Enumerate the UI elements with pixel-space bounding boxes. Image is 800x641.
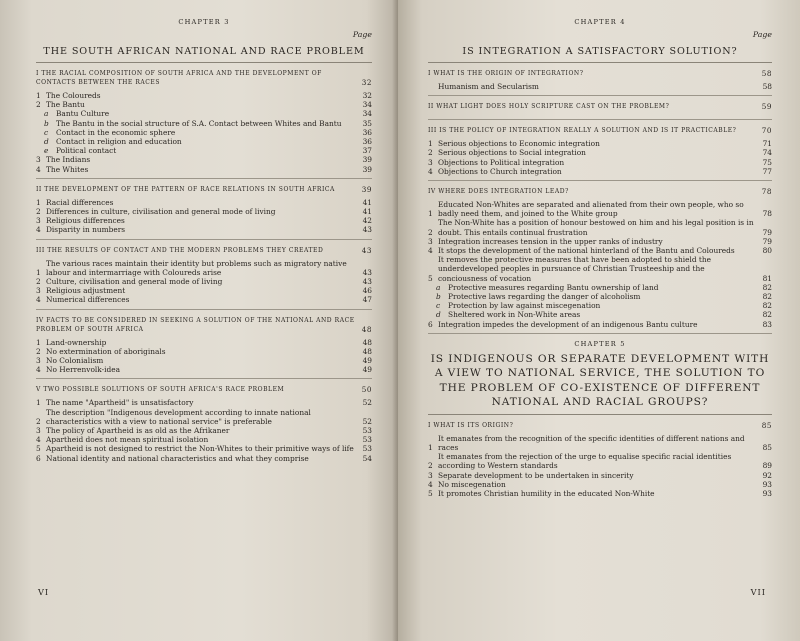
toc-entry	[36, 128, 372, 137]
entry-page-number: 41	[362, 207, 372, 217]
entry-page-number: 54	[362, 453, 372, 463]
entry-text: No Colonialism	[46, 356, 104, 366]
entry-number: c	[44, 127, 49, 137]
right-page	[398, 0, 800, 641]
entry-page-number: 42	[362, 216, 372, 226]
entry-page-number: 53	[362, 426, 372, 436]
entry-number: 4	[36, 435, 41, 445]
entry-number: 2	[36, 346, 41, 356]
entry-page-number: 36	[362, 137, 372, 147]
toc-entry	[36, 137, 372, 146]
entry-number: c	[436, 301, 441, 311]
entry-page-number: 78	[762, 209, 772, 219]
entry-page-number: 81	[762, 273, 772, 283]
section-heading	[36, 385, 372, 394]
toc-entry	[36, 225, 372, 234]
section-heading-text: II THE DEVELOPMENT OF THE PATTERN OF RACE RELATIONS IN SOUTH AFRICA	[36, 185, 335, 193]
entry-number: 3	[428, 470, 433, 480]
entry-number: 3	[428, 157, 433, 167]
entry-number: 1	[36, 337, 41, 347]
section-heading	[36, 69, 372, 87]
divider	[428, 119, 772, 120]
toc-entry	[428, 434, 772, 452]
entry-number: 5	[428, 489, 433, 499]
entry-page-number: 82	[762, 292, 772, 302]
entry-text: No Herrenvolk-idea	[46, 365, 120, 375]
entry-number: 5	[428, 273, 433, 283]
entry-number: 6	[36, 453, 41, 463]
toc-entry	[428, 310, 772, 319]
entry-page-number: 74	[762, 148, 772, 158]
page-column-label: Page	[752, 30, 772, 39]
toc-entry	[36, 454, 372, 463]
chapter-label: CHAPTER 3	[178, 18, 230, 26]
toc-entry	[36, 356, 372, 365]
entry-page-number: 32	[362, 91, 372, 100]
entry-page-number: 85	[762, 443, 772, 453]
section-heading	[428, 102, 772, 111]
entry-text: The description "Indigenous development according to innate national characteristics with a view to national service" is preferable	[46, 407, 311, 426]
toc-entry	[428, 255, 772, 283]
toc-entry	[36, 435, 372, 444]
entry-number: 3	[36, 216, 41, 226]
entry-page-number: 49	[362, 365, 372, 375]
entry-number: 4	[36, 225, 41, 235]
toc-entry	[36, 426, 372, 435]
section-heading-text: III THE RESULTS OF CONTACT AND THE MODERN PROBLEMS THEY CREATED	[36, 246, 324, 254]
section-page-number: 39	[361, 184, 372, 194]
entry-text: Bantu Culture	[56, 109, 110, 119]
entry-page-number: 48	[362, 337, 372, 347]
chapter-title: IS INTEGRATION A SATISFACTORY SOLUTION?	[428, 45, 772, 63]
entry-number: 4	[36, 365, 41, 375]
page-column-label: Page	[352, 30, 372, 39]
toc-entry	[428, 471, 772, 480]
section-heading	[36, 185, 372, 194]
toc-entry	[428, 237, 772, 246]
toc-entry	[36, 91, 372, 100]
entry-text: The name "Apartheid" is unsatisfactory	[46, 398, 194, 408]
toc-entry	[428, 489, 772, 498]
entry-page-number: 43	[362, 277, 372, 287]
entry-number: 1	[36, 267, 41, 277]
entry-number: 5	[36, 444, 41, 454]
entry-text: Sheltered work in Non-White areas	[448, 310, 581, 320]
section-heading-text: II WHAT LIGHT DOES HOLY SCRIPTURE CAST ON THE PROBLEM?	[428, 103, 670, 111]
entry-number: 1	[428, 443, 433, 453]
entry-text: Disparity in numbers	[46, 225, 126, 235]
section-heading	[36, 246, 372, 255]
section-heading	[428, 126, 772, 135]
entry-text: Protective measures regarding Bantu ownership of land	[448, 282, 659, 292]
entry-page-number: 89	[762, 461, 772, 471]
section-heading-text: IV WHERE DOES INTEGRATION LEAD?	[428, 188, 569, 196]
entry-page-number: 77	[762, 166, 772, 176]
entry-text: Political contact	[56, 146, 117, 156]
section-heading-text: I WHAT IS THE ORIGIN OF INTEGRATION?	[428, 70, 584, 77]
entry-page-number: 34	[362, 100, 372, 110]
toc-entry	[36, 365, 372, 374]
entry-number: 3	[36, 426, 41, 436]
entry-number: 3	[428, 236, 433, 246]
toc-entry	[36, 259, 372, 277]
entry-page-number: 53	[362, 444, 372, 454]
toc-entry	[428, 200, 772, 218]
toc-entry	[36, 155, 372, 164]
entry-number: 3	[36, 356, 41, 366]
entry-text: Serious objections to Economic integration	[438, 139, 600, 149]
entry-number: 2	[36, 207, 41, 217]
section-heading-text: I THE RACIAL COMPOSITION OF SOUTH AFRICA AND THE DEVELOPMENT OF CONTACTS BETWEEN THE RACES	[36, 70, 322, 86]
chapter-title: THE SOUTH AFRICAN NATIONAL AND RACE PROBLEM	[36, 45, 372, 63]
divider	[428, 95, 772, 96]
divider	[36, 178, 372, 179]
entry-text: No extermination of aboriginals	[46, 346, 166, 356]
section-heading-text: I WHAT IS ITS ORIGIN?	[428, 421, 514, 429]
page-folio: VI	[38, 587, 50, 597]
entry-text: The Non-White has a position of honour bestowed on him and his legal position is in doubt. This entails continual frustration	[438, 218, 754, 237]
entry-number: 2	[36, 100, 41, 110]
entry-text: Religious differences	[46, 216, 125, 226]
entry-text: Religious adjustment	[46, 286, 126, 296]
entry-number: d	[44, 137, 49, 147]
entry-number: 3	[36, 155, 41, 165]
toc-entry	[36, 100, 372, 109]
entry-text: Culture, civilisation and general mode of living	[46, 277, 223, 287]
page-folio: VII	[750, 587, 766, 597]
entry-page-number: 80	[762, 246, 772, 256]
toc-entry	[36, 286, 372, 295]
entry-number: b	[44, 118, 49, 128]
entry-text: The policy of Apartheid is as old as the Afrikaner	[46, 426, 230, 436]
entry-text: It stops the development of the national hinterland of the Bantu and Coloureds	[438, 246, 735, 256]
toc-entry	[36, 444, 372, 453]
section-page-number: 58	[761, 69, 772, 78]
toc-entry	[428, 218, 772, 236]
entry-page-number: 93	[762, 489, 772, 499]
entry-text: Protection by law against miscegenation	[448, 301, 601, 311]
entry-number: a	[436, 282, 441, 292]
entry-text: It emanates from the rejection of the urge to equalise specific racial identities according to Western standards	[438, 452, 732, 471]
entry-number: 1	[36, 91, 41, 100]
entry-page-number: 82	[762, 310, 772, 320]
toc-entry	[36, 408, 372, 426]
entry-page-number: 53	[362, 435, 372, 445]
toc-entry	[36, 277, 372, 286]
entry-page-number: 48	[362, 346, 372, 356]
entry-number: 1	[36, 197, 41, 207]
chapter-label: CHAPTER 4	[574, 18, 626, 26]
divider	[36, 239, 372, 240]
entry-number: 4	[428, 246, 433, 256]
toc-entry	[36, 398, 372, 407]
entry-text: Numerical differences	[46, 295, 130, 305]
entry-page-number: 79	[762, 236, 772, 246]
section-heading	[428, 69, 772, 78]
toc-entry	[428, 292, 772, 301]
entry-page-number: 43	[362, 225, 372, 235]
entry-text: Objections to Church integration	[438, 166, 562, 176]
entry-text: National identity and national characteristics and what they comprise	[46, 453, 309, 463]
entry-number: b	[436, 292, 441, 302]
entry-text: The Bantu	[46, 100, 85, 110]
entry-text: Apartheid does not mean spiritual isolation	[46, 435, 209, 445]
entry-text: Differences in culture, civilisation and general mode of living	[46, 207, 276, 217]
section-page-number: 78	[761, 187, 772, 197]
toc-entry	[36, 109, 372, 118]
toc-sections	[428, 69, 772, 329]
entry-page-number: 43	[362, 267, 372, 277]
divider	[36, 309, 372, 310]
toc-sections	[36, 69, 372, 463]
entry-text: It promotes Christian humility in the educated Non-White	[438, 489, 655, 499]
entry-number: 2	[428, 461, 433, 471]
entry-page-number: 36	[362, 127, 372, 137]
section-heading	[36, 316, 372, 334]
entry-page-number: 92	[762, 470, 772, 480]
section-heading-text: V TWO POSSIBLE SOLUTIONS OF SOUTH AFRICA'S RACE PROBLEM	[36, 386, 285, 394]
entry-page-number: 35	[362, 118, 372, 128]
toc-entry	[428, 246, 772, 255]
toc-entry	[428, 167, 772, 176]
entry-page-number: 58	[762, 82, 772, 91]
entry-page-number: 83	[762, 319, 772, 329]
entry-text: Racial differences	[46, 197, 114, 207]
entry-text: It emanates from the recognition of the specific identities of different nations and races	[438, 433, 745, 453]
entry-text: Contact in religion and education	[56, 137, 182, 147]
entry-number: 4	[36, 295, 41, 305]
entry-text: Separate development to be undertaken in sincerity	[438, 470, 634, 480]
entry-page-number: 93	[762, 479, 772, 489]
toc-sections	[428, 421, 772, 498]
toc-entry	[36, 146, 372, 155]
entry-number: 1	[428, 209, 433, 219]
divider	[36, 378, 372, 379]
toc-entry	[428, 320, 772, 329]
entry-page-number: 37	[362, 146, 372, 156]
toc-entry	[428, 139, 772, 148]
toc-entry	[36, 198, 372, 207]
entry-text: Apartheid is not designed to restrict the Non-Whites to their primitive ways of life	[46, 444, 354, 454]
toc-entry	[428, 283, 772, 292]
toc-entry	[428, 452, 772, 470]
toc-entry	[428, 158, 772, 167]
entry-text: It removes the protective measures that have been adopted to shield the underdeveloped peoples in pursuance of Christian Trusteeship and the conciousness of vocation	[438, 255, 712, 283]
toc-entry	[36, 165, 372, 174]
section-heading	[428, 421, 772, 430]
toc-entry	[36, 207, 372, 216]
toc-entry	[36, 119, 372, 128]
entry-text: No miscegenation	[438, 479, 506, 489]
toc-entry	[36, 216, 372, 225]
entry-page-number: 47	[362, 295, 372, 305]
entry-number: d	[436, 310, 441, 320]
section-heading	[428, 187, 772, 196]
entry-number: 1	[428, 139, 433, 149]
section-page-number: 85	[761, 420, 772, 430]
section-heading-text: IV FACTS TO BE CONSIDERED IN SEEKING A SOLUTION OF THE NATIONAL AND RACE PROBLEM OF SOUTH AFRICA	[36, 316, 355, 333]
entry-number: e	[44, 146, 49, 156]
entry-number: 2	[428, 148, 433, 158]
section-page-number: 32	[361, 78, 372, 87]
entry-page-number: 52	[362, 398, 372, 408]
toc-entry	[428, 148, 772, 157]
entry-number: 4	[428, 166, 433, 176]
toc-entry	[36, 347, 372, 356]
entry-text: Serious objections to Social integration	[438, 148, 586, 158]
section-page-number: 50	[361, 385, 372, 395]
entry-page-number: 82	[762, 282, 772, 292]
entry-page-number: 75	[762, 157, 772, 167]
toc-entry	[428, 480, 772, 489]
entry-text: Land-ownership	[46, 337, 107, 347]
chapter-title: IS INDIGENOUS OR SEPARATE DEVELOPMENT WITH A VIEW TO NATIONAL SERVICE, THE SOLUTION TO THE PROBLEM OF CO-EXISTENCE OF DIFFERENT NATIONAL AND RACIAL GROUPS?	[428, 352, 772, 415]
entry-page-number: 52	[362, 416, 372, 426]
entry-number: 2	[428, 227, 433, 237]
entry-text: Contact in the economic sphere	[56, 127, 176, 137]
entry-text: The various races maintain their identity but problems such as migratory native labour and intermarriage with Coloureds arise	[46, 258, 347, 277]
entry-page-number: 82	[762, 301, 772, 311]
entry-number: 4	[36, 164, 41, 174]
entry-number: 1	[36, 398, 41, 408]
entry-page-number: 79	[762, 227, 772, 237]
toc-entry	[36, 338, 372, 347]
entry-page-number: 41	[362, 197, 372, 207]
entry-text: The Coloureds	[46, 91, 101, 100]
entry-page-number: 49	[362, 356, 372, 366]
chapter-label: CHAPTER 5	[574, 339, 626, 348]
entry-text: The Indians	[46, 155, 91, 165]
section-page-number: 59	[761, 102, 772, 112]
section-page-number: 48	[361, 324, 372, 334]
toc-entry	[428, 82, 772, 91]
section-page-number: 70	[761, 126, 772, 136]
entry-text: Objections to Political integration	[438, 157, 565, 167]
entry-text: Humanism and Secularism	[438, 82, 539, 91]
left-page	[0, 0, 398, 641]
entry-page-number: 34	[362, 109, 372, 119]
section-heading-text: III IS THE POLICY OF INTEGRATION REALLY A SOLUTION AND IS IT PRACTICABLE?	[428, 127, 737, 135]
entry-page-number: 46	[362, 286, 372, 296]
entry-number: 2	[36, 416, 41, 426]
entry-number: 2	[36, 277, 41, 287]
entry-text: Integration impedes the development of an indigenous Bantu culture	[438, 319, 698, 329]
entry-page-number: 39	[362, 164, 372, 174]
entry-page-number: 71	[762, 139, 772, 149]
entry-text: Protective laws regarding the danger of alcoholism	[448, 292, 641, 302]
entry-number: 3	[36, 286, 41, 296]
entry-text: The Bantu in the social structure of S.A. Contact between Whites and Bantu	[56, 118, 342, 128]
entry-text: Integration increases tension in the upper ranks of industry	[438, 236, 663, 246]
toc-entry	[428, 301, 772, 310]
section-page-number: 43	[361, 245, 372, 255]
divider	[428, 180, 772, 181]
entry-number: a	[44, 109, 49, 119]
entry-number: 6	[428, 319, 433, 329]
entry-number: 4	[428, 479, 433, 489]
entry-text: The Whites	[46, 164, 89, 174]
toc-entry	[36, 295, 372, 304]
entry-page-number: 39	[362, 155, 372, 165]
entry-text: Educated Non-Whites are separated and alienated from their own people, who so badly need them, and joined to the White group	[438, 200, 744, 219]
